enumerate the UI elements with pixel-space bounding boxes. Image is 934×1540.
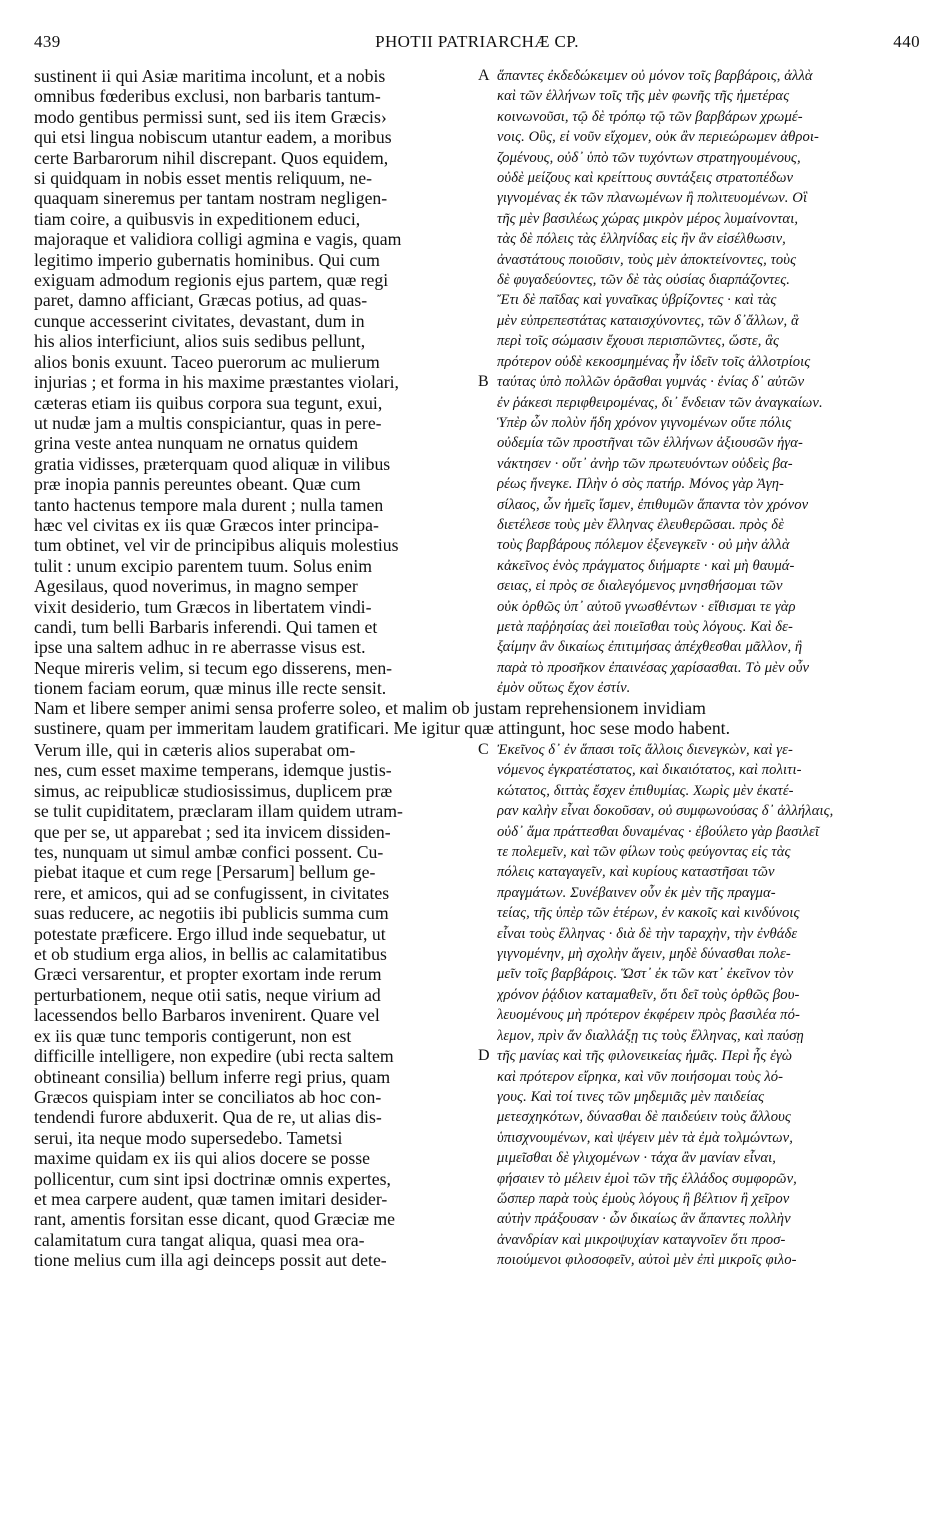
greek-line: οὐκ ὀρθῶς ὑπ᾽ αὐτοῦ γνωσθέντων · εἴθισμαι τε γὰρ [497,598,796,615]
latin-line: certe Barbarorum nihil discrepant. Quos equidem, [34,147,389,168]
greek-line: ἀνανδρίαν καὶ μικροψυχίαν καταγνοῖεν ὅτι προσ- [497,1231,786,1248]
greek-line: κἀκεῖνος ἑνὸς πράγματος διήμαρτε · καὶ μὴ θαυμά- [497,557,795,574]
latin-line: his alios interficiunt, alios suis sedibus pellunt, [34,331,366,352]
greek-line: χρόνον ῥᾴδιον καταμαθεῖν, ὅτι δεῖ τοὺς ὀρθῶς βου- [497,986,800,1003]
right-page-number: 440 [893,32,920,51]
latin-line: candi, tum belli Barbaris inferendi. Qui tamen et [34,616,378,637]
latin-line: tendendi furore abduxerit. Qua de re, ut alias dis- [34,1107,382,1128]
greek-line: γους. Καὶ τοί τινες τῶν μηδεμιᾶς μὲν παιδείας [497,1088,765,1105]
latin-line: si quidquam in nobis esset mentis reliquum, ne- [34,168,372,189]
latin-line: tionem faciam eorum, quæ minus ille recte sensit. [34,678,387,699]
greek-line: ἀναστάτους ποιοῦσιν, τοὺς μὲν ἀποκτείνοντες, τοὺς [497,251,797,268]
latin-line: tanto hactenus tempore mala durent ; nulla tamen [34,494,384,515]
latin-column-bottom [34,740,482,1271]
greek-column-bottom [497,740,923,1271]
latin-line: Neque mireris velim, si tecum ego disserens, men- [34,657,393,678]
latin-line: piebat itaque et cum rege [Persarum] bellum ge- [34,862,376,883]
latin-line: tiam coire, a quibusvis in expeditionem educi, [34,208,361,229]
greek-line: εἶναι τοὺς ἕλληνας · διὰ δὲ τὴν ταραχὴν, τὴν ἐνθάδε [497,925,798,942]
latin-line: obtineant consilia) bellum inferre regi prius, quam [34,1066,391,1087]
latin-line: et mea carpere audent, quæ tamen imitari desider- [34,1188,388,1209]
greek-line: ραν καλὴν εἶναι δοκοῦσαν, οὐ συμφωνούσας δ᾽ ἀλλήλαις, [497,803,834,820]
greek-line: ἐν ῥάκεσι περιφθειρομένας, δι᾽ ἔνδειαν τῶν ἀναγκαίων. [497,394,823,411]
greek-line: τείας, τῆς ὑπὲρ τῶν ἑτέρων, ἐν κακοῖς καὶ κινδύνοις [497,905,800,922]
greek-line: οὐδ᾽ ἅμα πράττεσθαι δυναμένας · ἐβούλετο γὰρ βασιλεῖ [497,823,820,840]
greek-line: νάκτησεν · οὔτ᾽ ἀνὴρ τῶν πρωτευόντων οὐδεὶς βα- [497,455,793,472]
greek-line: δὲ φυγαδεύοντες, τῶν δὲ τὰς οὐσίας διαρπάζοντες. [497,272,790,289]
latin-line: Græcos quispiam inter se conciliatos ab hoc con- [34,1086,382,1107]
greek-line: πόλεις καταγαγεῖν, καὶ κυρίους καταστῆσαι τῶν [497,864,775,881]
greek-line: φήσαιεν τὸ μέλειν ἐμοὶ τῶν τῆς ἑλλάδος συμφορῶν, [497,1170,797,1187]
latin-line: Verum ille, qui in cæteris alios superabat om- [34,740,356,760]
latin-line: quaquam sineremus per tantam nostram negligen- [34,188,388,209]
greek-line: ξαίμην ἂν δικαίως ἐπιτιμήσας ἀπέχθεσθαι μᾶλλον, ἢ [497,639,803,656]
latin-line: cunque accesserint civitates, devastant, dum in [34,310,365,331]
full-width-line: sustinere, quam per immeritam laudem gratificari. Me igitur quæ attingunt, hoc sese modo habent. [34,718,731,739]
section-marker-d: D [478,1047,490,1064]
latin-line: calamitatum cura tangat aliqua, quasi mea ora- [34,1229,365,1250]
greek-line: παρὰ τὸ προσῆκον ἐπαινέσας χαρίσασθαι. Τὸ μὲν οὖν [497,659,810,676]
latin-line: lacessendos bello Barbaros invenirent. Quare vel [34,1005,380,1026]
latin-line: nes, cum esset maxime temperans, idemque justis- [34,760,392,781]
greek-line: ταύτας ὑπὸ πολλῶν ὁρᾶσθαι γυμνάς · ἐνίας δ᾽ αὐτῶν [497,374,805,391]
latin-line: et ob studium erga alios, in bellis ac calamitatibus [34,944,387,965]
latin-line: præ inopia pannis pereuntes obeant. Quæ cum [34,474,361,495]
greek-line: τῆς μὲν βασιλέως χώρας μικρὸν μέρος λυμαίνονται, [497,210,799,227]
latin-line: tulit : unum excipio parentem tuum. Solus enim [34,555,372,576]
greek-line: καὶ τῶν ἑλλήνων τοῖς τῆς μὲν φωνῆς τῆς ἡμετέρας [497,88,790,105]
full-width-line: Nam et libere semper animi sensa proferre soleo, et malim ob justam reprehensionem invidiam [34,698,706,718]
latin-line: alios bonis exuunt. Taceo puerorum ac mulierum [34,351,380,372]
greek-line: τὰς δὲ πόλεις τὰς ἑλληνίδας εἰς ἣν ἂν εἰσέλθωσιν, [497,231,786,248]
latin-line: perturbationem, neque otii satis, neque virium ad [34,984,381,1005]
greek-line: ρέως ἤνεγκε. Πλὴν ὁ σὸς πατήρ. Μόνος γὰρ Ἀγη- [497,476,784,493]
latin-line: potestate præficere. Ergo illud inde sequebatur, ut [34,923,386,944]
latin-line: qui etsi lingua nobiscum utantur eadem, a moribus [34,127,392,148]
section-marker-c: C [478,741,489,758]
latin-line: difficille intelligere, non expedire (ubi recta saltem [34,1046,394,1067]
greek-line: ὑπισχνουμένων, καὶ ψέγειν μὲν τὰ ἐμὰ τολμώντων, [497,1129,793,1146]
greek-line: κώτατος, διττὰς ἔσχεν ἐπιθυμίας. Χωρὶς μὲν ἑκατέ- [497,782,794,799]
greek-line: διετέλεσε τοὺς μὲν ἕλληνας ἐλευθερῶσαι. πρὸς δὲ [497,516,784,533]
greek-line: ἅπαντες ἐκδεδώκειμεν οὐ μόνον τοῖς βαρβάροις, ἀλλὰ [497,68,813,84]
latin-line: maxime quidam ex iis qui alios docere se posse [34,1148,370,1169]
greek-line: λεμον, πρὶν ἄν διαλλάξῃ τις τοὺς ἕλληνας, καὶ παύσῃ [497,1027,804,1044]
running-title: PHOTII PATRIARCHÆ CP. [375,32,579,51]
full-width-lines [34,698,924,739]
greek-line: νοις. Οὓς, εἰ νοῦν εἴχομεν, οὐκ ἂν περιεώρωμεν ἀθροι- [497,129,819,146]
greek-line: ἐμὸν οὕτως ἔχον ἐστίν. [497,680,631,697]
greek-line: Ἐκεῖνος δ᾽ ἐν ἅπασι τοῖς ἄλλοις διενεγκὼν, καὶ γε- [497,742,793,758]
latin-line: hæc vel civitas ex iis quæ Græcos inter principa- [34,514,379,535]
latin-line: modo gentibus permissi sunt, sed iis item Græcis› [34,106,387,127]
latin-line: cæteras etiam iis quibus corpora sua tegunt, exui, [34,392,383,413]
latin-line: simus, ac reipublicæ studiosissimus, duplicem præ [34,780,393,801]
greek-line: τῆς μανίας καὶ τῆς φιλονεικείας ἡμᾶς. Περὶ ἧς ἐγὼ [497,1048,793,1065]
section-marker-b: B [478,373,489,390]
greek-line: οὐδὲ μείζους καὶ κρείττους συντάξεις στρατοπέδων [497,170,794,187]
greek-line: περὶ τοῖς σώμασιν ἔχουσι περισπῶντες, ὥστε, ἃς [497,333,779,350]
greek-line: σειας, εἰ πρὸς σε διαλεγόμενος μνησθήσομαι τῶν [497,578,783,595]
greek-line: Ἔτι δὲ παῖδας καὶ γυναῖκας ὑβρίζοντες · καὶ τὰς [497,292,777,309]
greek-line: νόμενος ἐγκρατέστατος, καὶ δικαιότατος, καὶ πολιτι- [497,762,802,779]
greek-line: τοὺς βαρβάρους πόλεμον ἐξενεγκεῖν · οὐ μὴν ἀλλὰ [497,537,790,554]
latin-line: serui, ita neque modo supersedebo. Tametsi [34,1127,343,1148]
greek-line: μετεσχηκότων, δύνασθαι δὲ παιδεύειν τοὺς ἄλλους [497,1109,791,1126]
latin-line: gratia vidisses, præterquam quod aliquæ in vilibus [34,453,391,474]
greek-line: καὶ πρότερον εἴρηκα, καὶ νῦν ποιήσομαι τοὺς λό- [497,1068,784,1085]
greek-line: κοινωνοῦσι, τῷ δὲ τρόπῳ τῷ τῶν βαρβάρων χρωμέ- [497,108,803,125]
greek-line: τε πολεμεῖν, καὶ τῶν φίλων τοὺς φεύγοντας εἰς τὰς [497,844,791,861]
greek-line: ζομένους, οὐδ᾽ ὑπὸ τῶν τυχόντων στρατηγουμένους, [497,149,801,166]
greek-line: οὐδεμία τῶν προστῆναι τῶν ἑλλήνων ἀξιουσῶν ἠγα- [497,435,803,452]
latin-line: vixit desiderio, tum Græcos in libertatem vindi- [34,596,372,617]
latin-line: pollicentur, cum sint ipsi doctrinæ omnis expertes, [34,1168,391,1189]
latin-line: sustinent ii qui Asiæ maritima incolunt, et a nobis [34,66,386,86]
running-header [34,32,920,56]
greek-line: μετὰ παῤῥησίας ἀεὶ ποιεῖσθαι τοὺς λόγους. Καὶ δε- [497,618,793,635]
latin-line: majoraque et validiora colligi agmina e vagis, quam [34,229,402,250]
latin-line: Agesilaus, quod noverimus, in magno semper [34,576,358,597]
greek-line: λευομένους μὴ πρότερον ἐκφέρειν πρὸς βασιλέα πό- [497,1007,800,1024]
latin-line: suas reducere, ac negotiis ibi publicis summa cum [34,903,389,924]
greek-line: αὐτὴν πράξουσαν · ὧν δικαίως ἂν ἅπαντες πολλὴν [497,1211,791,1228]
greek-line: σίλαος, ὧν ἡμεῖς ἴσμεν, ἐπιθυμῶν ἅπαντα τὸν χρόνον [497,496,809,513]
latin-line: paret, damno afficiant, Græcas potius, ad quas- [34,290,368,311]
latin-column-top [34,66,482,699]
latin-line: rere, et amicos, qui ad se confugissent, in civitates [34,882,390,903]
greek-line: γιγνομένας ἐκ τῶν πλανωμένων ἢ πολιτευομένων. Οἳ [497,190,808,207]
greek-line: μὲν εὐπρεπεστάτας καταισχύνοντες, τῶν δ᾽ἄλλων, ἃ [497,312,799,329]
latin-line: que per se, ut apparebat ; sed ita invicem dissiden- [34,821,391,842]
latin-line: exiguam admodum regionis ejus partem, quæ regi [34,270,389,291]
latin-line: ex iis quæ tunc temporis contigerunt, non est [34,1025,352,1046]
latin-line: grina veste antea nunquam ne ornatus quidem [34,433,359,454]
greek-line: μεῖν τοῖς βαρβάροις. Ὥστ᾽ ἐκ τῶν κατ᾽ ἐκεῖνον τὸν [497,966,794,983]
latin-line: se tulit cupiditatem, præclaram illam quidem utram- [34,801,403,822]
latin-line: Græci versarentur, et propter exortam inde rerum [34,964,382,985]
greek-line: Ὑπὲρ ὧν πολὺν ἤδη χρόνον γιγνομένων οὔτε πόλις [497,414,792,431]
latin-line: ut nudæ jam a multis conspiciantur, quas in pere- [34,412,382,433]
latin-line: rant, amentis forsitan esse dicant, quod Græciæ me [34,1209,396,1230]
greek-line: μιμεῖσθαι δὲ γλιχομένων · τάχα ἂν μανίαν εἶναι, [497,1150,776,1167]
greek-line: ὥσπερ παρὰ τοὺς ἐμοὺς λόγους ἢ βέλτιον ἢ χεῖρον [497,1190,790,1207]
greek-line: πραγμάτων. Συνέβαινεν οὖν ἐκ μὲν τῆς πραγμα- [497,884,776,901]
greek-column-top [497,66,923,699]
latin-line: ipse una saltem adhuc in re aberrasse visus est. [34,637,366,658]
latin-line: injurias ; et forma in his maxime præstantes violari, [34,372,399,393]
greek-line: πρότερον οὐδὲ κεκοσμημένας ἦν ἰδεῖν τοῖς ἀλλοτρίοις [497,353,811,370]
latin-line: tione melius cum illa agi deinceps possit aut dete- [34,1250,387,1271]
greek-line: γιγνομένην, μὴ σχολὴν ἄγειν, μηδὲ δύνασθαι πολε- [497,946,791,963]
latin-line: tes, nunquam ut simul ambæ confici possent. Cu- [34,842,384,863]
greek-line: ποιούμενοι φιλοσοφεῖν, αὐτοὶ μὲν ἐπὶ μικροῖς φιλο- [497,1252,797,1269]
latin-line: tum obtinet, vel vir de principibus aliquis molestius [34,535,399,556]
section-marker-a: A [478,67,490,84]
latin-line: legitimo imperio gubernatis hominibus. Qui cum [34,249,380,270]
latin-line: omnibus fœderibus exclusi, non barbaris tantum- [34,86,381,107]
left-page-number: 439 [34,32,61,51]
